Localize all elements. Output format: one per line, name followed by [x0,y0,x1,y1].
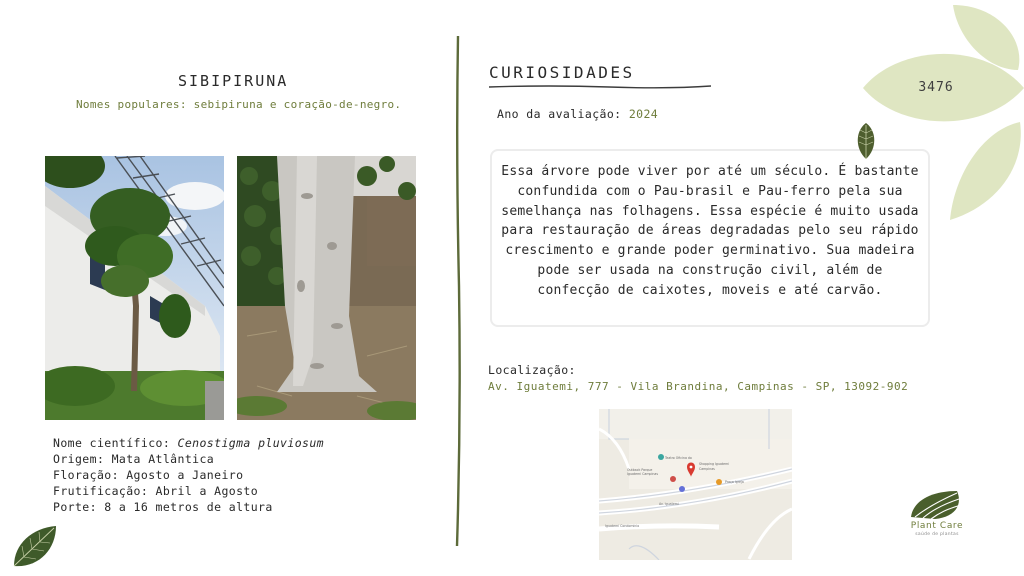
svg-text:Iguatemi Campinas: Iguatemi Campinas [627,472,658,476]
svg-text:Teatro Oficina do: Teatro Oficina do [665,456,692,460]
tree-building-photo [45,156,224,420]
popular-names: Nomes populares: sebipiruna e coração-de-negro. [76,98,402,111]
svg-text:Praça Igreja: Praça Igreja [725,480,744,484]
year-value: 2024 [628,107,659,121]
svg-text:Av. Iguatemi: Av. Iguatemi [659,502,679,506]
vertical-divider [453,36,463,546]
location-map[interactable] [599,409,792,560]
svg-text:Campinas: Campinas [699,467,715,471]
location-address[interactable]: Av. Iguatemi, 777 - Vila Brandina, Campinas - SP, 13092-902 [488,380,909,393]
curiosities-title: CURIOSIDADES [489,63,635,82]
plant-common-name: SIBIPIRUNA [178,72,289,90]
tree-trunk-photo [237,156,416,420]
decorative-leaves [858,0,1024,225]
svg-text:Iguatemi Condomínio: Iguatemi Condomínio [605,524,640,528]
scientific-name-label: Nome científico: [53,436,178,450]
title-underline [489,84,711,90]
location-label: Localização: [488,363,576,377]
svg-text:Shopping Iguatemi: Shopping Iguatemi [699,462,730,466]
curiosities-text: Essa árvore pode viver por até um século. É bastante confundida com o Pau-brasil e Pau-ferro pela sua semelhança nas folhagens. Essa espécie é muito usada para restauração de áreas degradadas pelo seu rápido crescimento e grande poder germinativo. Sua madeira pode ser usada na construção civil, além de confecção de caixotes, moveis e até carvão. [501,164,919,298]
fruiting-row: Frutificação: Abril a Agosto [53,484,259,498]
year-label: Ano da avaliação: [497,107,629,121]
bottom-leaf-icon [10,524,60,570]
evaluation-year [497,107,658,121]
scientific-name-value: Cenostigma pluviosum [177,436,324,450]
scientific-name-row [53,435,324,451]
origin-row: Origem: Mata Atlântica [53,452,215,466]
brand-name: Plant Care [910,521,964,531]
size-row: Porte: 8 a 16 metros de altura [53,500,273,514]
svg-text:Outback Parque: Outback Parque [627,468,653,472]
brand-tagline: saúde de plantas [915,532,959,537]
plant-id-number: 3476 [918,80,954,95]
plant-facts [53,435,324,515]
flowering-row: Floração: Agosto a Janeiro [53,468,244,482]
